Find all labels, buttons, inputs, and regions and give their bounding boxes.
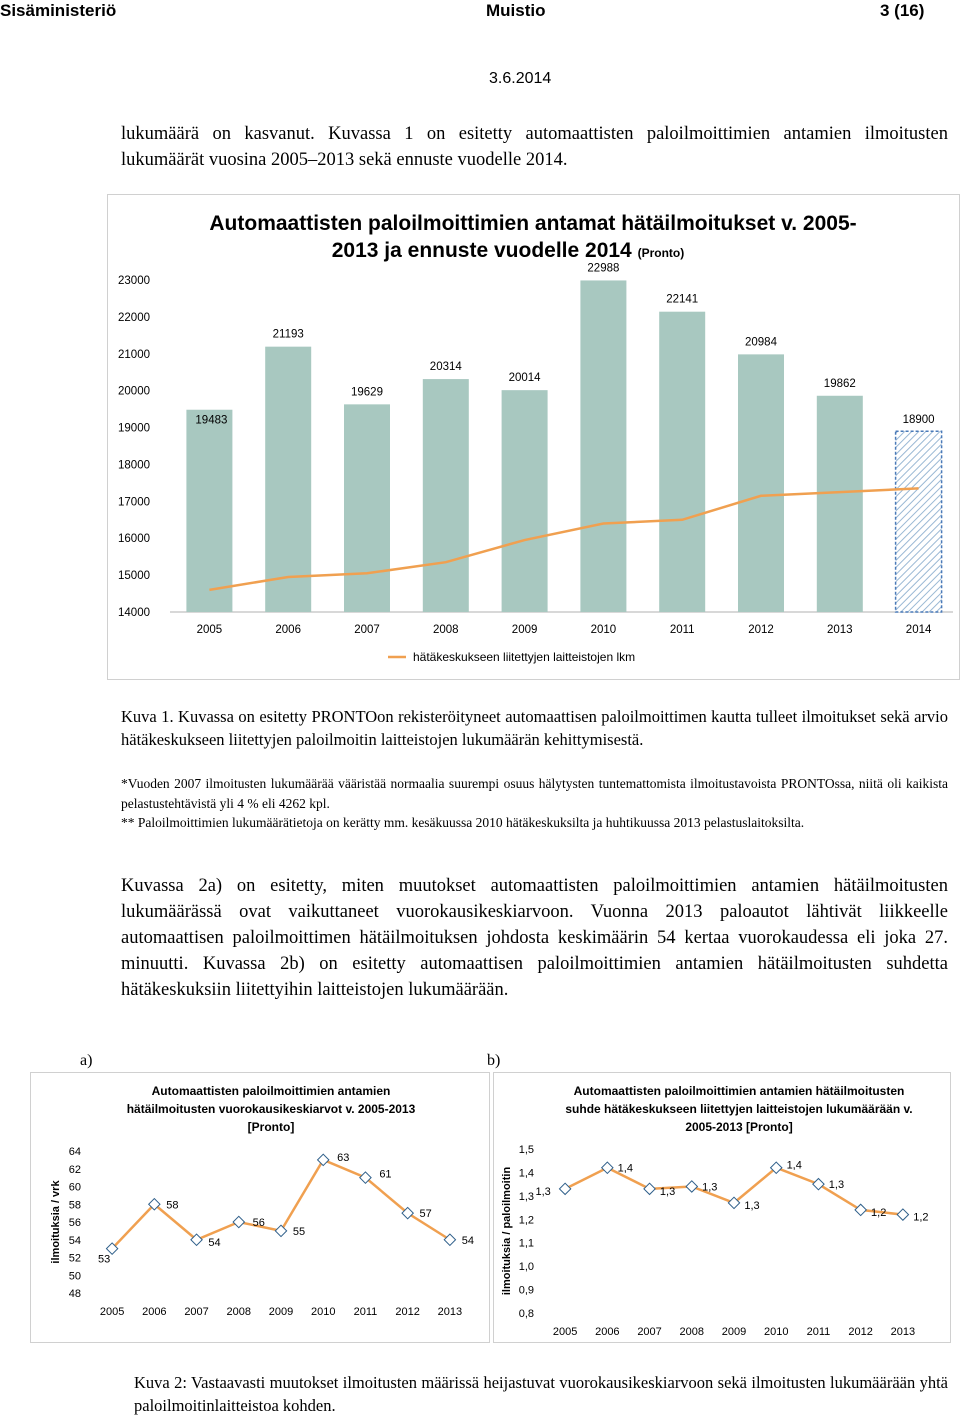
x-tick-label: 2006 (142, 1306, 167, 1318)
data-point-marker (275, 1225, 286, 1236)
data-point-marker (602, 1162, 613, 1173)
y-tick-label: 20000 (118, 385, 150, 398)
data-value-label: 55 (292, 1225, 306, 1238)
data-value-label: 61 (379, 1168, 392, 1181)
figure-2b-frame (493, 1072, 951, 1343)
x-tick-label: 2012 (395, 1306, 420, 1318)
y-tick-label: 16000 (118, 533, 150, 546)
x-tick-label: 2011 (669, 624, 695, 636)
x-tick-label: 2008 (679, 1326, 705, 1338)
x-tick-label: 2005 (99, 1306, 125, 1318)
figure-1-note-1: *Vuoden 2007 ilmoitusten lukumäärää vääristää normaalia suurempi osuus hälytysten tuntemattomista ilmoitustavoista PRONTOssa, niitä oli kaikista pelastustehtävistä yli 4 % eli 4262 kpl. (121, 776, 948, 811)
data-point-marker (897, 1209, 908, 1220)
data-value-label: 1,2 (871, 1206, 887, 1219)
y-tick-label: 52 (68, 1252, 81, 1265)
x-tick-label: 2013 (890, 1326, 916, 1338)
y-tick-label: 15000 (118, 570, 150, 583)
bar (265, 347, 311, 612)
chart-title-suffix: (Pronto) (637, 246, 685, 260)
data-value-label: 1,3 (744, 1199, 760, 1212)
figure-1-frame (107, 194, 960, 680)
x-tick-label: 2007 (354, 624, 380, 636)
y-tick-label: 50 (68, 1270, 81, 1283)
data-value-label: 1,4 (617, 1162, 633, 1175)
doc-type: Muistio (486, 1, 546, 20)
bar-value-label: 21193 (272, 328, 304, 341)
y-tick-label: 0,8 (518, 1308, 534, 1320)
y-tick-label: 19000 (118, 422, 150, 435)
bar (580, 280, 626, 612)
y-tick-label: 18000 (118, 459, 150, 472)
y-tick-label: 23000 (118, 275, 150, 287)
y-tick-label: 54 (68, 1234, 81, 1247)
data-value-label: 58 (166, 1199, 179, 1212)
bar-value-label: 20314 (429, 361, 462, 374)
body-paragraph: Kuvassa 2a) on esitetty, miten muutokset automaattisten paloilmoittimien antamien hätäilmoitusten lukumäärässä ovat vaikuttaneet vuorokausikeskiarvoon. Vuonna 2013 paloautot lähtivät liikkeelle automaattisen paloilmoittimen hätäilmoituksen johdosta keskimäärin 54 kertaa vuorokaudessa eli joka 27. minuutti. Kuvassa 2b) on esitetty automaattisen paloilmoittimien antamien hätäilmoitusten suhdetta hätäkeskuksiin liitettyihin laitteistojen lukumäärään. (121, 876, 948, 1000)
x-tick-label: 2012 (848, 1326, 873, 1338)
data-point-marker (559, 1183, 570, 1194)
y-tick-label: 62 (68, 1163, 81, 1176)
bar-value-label: 20984 (745, 336, 777, 349)
chart-title-line-3: 2005-2013 [Pronto] (685, 1120, 793, 1134)
data-value-label: 1,3 (535, 1185, 551, 1198)
figure-2b-label: b) (487, 1052, 501, 1069)
x-tick-label: 2013 (827, 624, 853, 636)
data-point-marker (644, 1183, 655, 1194)
data-point-marker (686, 1181, 697, 1192)
y-tick-label: 56 (68, 1217, 81, 1229)
y-tick-label: 64 (68, 1146, 81, 1158)
y-tick-label: 1,1 (518, 1237, 534, 1250)
x-tick-label: 2006 (275, 624, 301, 636)
bar (186, 410, 232, 612)
x-tick-label: 2007 (637, 1326, 662, 1338)
legend-label: hätäkeskukseen liitettyjen laitteistojen lkm (413, 650, 636, 664)
y-tick-label: 1,3 (518, 1190, 534, 1203)
data-value-label: 1,3 (659, 1185, 676, 1198)
data-value-label: 54 (461, 1234, 475, 1247)
x-tick-label: 2009 (721, 1326, 747, 1338)
y-axis-label: ilmoituksia / paloilmoitin (501, 1166, 513, 1296)
bar-value-label: 19483 (195, 414, 228, 427)
data-point-marker (318, 1154, 329, 1165)
x-tick-label: 2014 (905, 624, 932, 636)
x-tick-label: 2008 (226, 1306, 252, 1318)
page-header (0, 0, 960, 26)
y-tick-label: 58 (68, 1199, 81, 1212)
doc-date: 3.6.2014 (489, 70, 552, 87)
y-tick-label: 0,9 (518, 1284, 534, 1297)
data-point-marker (813, 1178, 824, 1189)
data-value-label: 57 (419, 1208, 432, 1221)
figure-2-caption: Kuva 2: Vastaavasti muutokset ilmoitusten määrissä heijastuvat vuorokausikeskiarvoon sekä ilmoitusten lukumäärään yhtä paloilmoitinlaitteistoa kohden. (134, 1373, 948, 1415)
data-value-label: 1,4 (786, 1159, 802, 1172)
data-value-label: 1,3 (828, 1179, 845, 1192)
page-number: 3 (16) (880, 1, 925, 20)
figure-1-note-2: ** Paloilmoittimien lukumäärätietoja on kerätty mm. kesäkuussa 2010 hätäkeskuksilta ja huhtikuussa 2013 pelastuslaitoksilta. (121, 815, 805, 830)
x-tick-label: 2011 (806, 1326, 831, 1338)
figure-1-caption: Kuva 1. Kuvassa on esitetty PRONTOon rekisteröityneet automaattisen paloilmoittimen kautta tulleet ilmoitukset sekä arvio hätäkeskukseen liitettyjen paloilmoitin laitteistojen lukumäärän kehittymisestä. (121, 707, 948, 749)
chart-title-line-1: Automaattisten paloilmoittimien antamat hätäilmoitukset v. 2005- (209, 212, 857, 235)
intro-paragraph: lukumäärä on kasvanut. Kuvassa 1 on esitetty automaattisten paloilmoittimien antamien ilmoitusten lukumäärät vuosina 2005–2013 sekä ennuste vuodelle 2014. (121, 124, 948, 170)
bar (659, 312, 705, 612)
data-value-label: 54 (208, 1236, 221, 1249)
chart-title-line-1: Automaattisten paloilmoittimien antamien (151, 1084, 391, 1098)
x-tick-label: 2005 (196, 624, 223, 636)
chart-title-line-3: [Pronto] (247, 1120, 295, 1134)
data-value-label: 53 (97, 1253, 111, 1266)
bar-value-label: 22988 (587, 262, 620, 275)
x-tick-label: 2011 (353, 1306, 378, 1318)
x-tick-label: 2012 (748, 624, 774, 636)
x-tick-label: 2008 (433, 624, 459, 636)
x-tick-label: 2006 (595, 1326, 620, 1338)
chart-title-line-2: suhde hätäkeskukseen liitettyjen laitteistojen lukumäärään v. (565, 1102, 913, 1116)
y-tick-label: 60 (68, 1181, 81, 1194)
y-tick-label: 17000 (118, 496, 150, 509)
x-tick-label: 2010 (310, 1306, 336, 1318)
chart-title-line-2: hätäilmoitusten vuorokausikeskiarvot v. 2005-2013 (126, 1102, 416, 1116)
figure-2a-label: a) (80, 1052, 93, 1069)
y-tick-label: 14000 (118, 607, 150, 619)
series-line (209, 488, 918, 589)
data-value-label: 1,3 (702, 1181, 718, 1194)
data-value-label: 63 (337, 1151, 350, 1164)
bar-value-label: 20014 (508, 372, 541, 385)
x-tick-label: 2009 (268, 1306, 294, 1318)
bar (817, 396, 863, 612)
y-tick-label: 1,4 (518, 1167, 534, 1180)
x-tick-label: 2009 (511, 624, 538, 636)
y-tick-label: 21000 (118, 348, 150, 361)
y-axis-label: ilmoituksia / vrk (50, 1180, 62, 1264)
bar-value-label: 19862 (823, 377, 856, 390)
data-point-marker (233, 1216, 244, 1227)
figure-1-bar-chart (108, 195, 959, 679)
y-tick-label: 1,0 (518, 1261, 534, 1274)
y-tick-label: 22000 (118, 311, 150, 324)
x-tick-label: 2007 (184, 1306, 209, 1318)
x-tick-label: 2010 (590, 624, 617, 636)
chart-title-line-1: Automaattisten paloilmoittimien antamien hätäilmoitusten (573, 1084, 905, 1098)
figure-2a-line-chart (31, 1073, 489, 1342)
chart-title-line-2: 2013 ja ennuste vuodelle 2014 (Pronto) (331, 239, 685, 262)
x-tick-label: 2010 (763, 1326, 789, 1338)
org-name: Sisäministeriö (0, 1, 117, 20)
bar-value-label: 22141 (666, 293, 699, 306)
bar (423, 379, 469, 612)
data-value-label: 56 (252, 1217, 265, 1229)
data-value-label: 1,2 (913, 1211, 929, 1224)
bar-forecast (896, 431, 942, 612)
bar (502, 390, 548, 612)
data-point-marker (855, 1204, 866, 1215)
y-tick-label: 1,5 (518, 1144, 534, 1156)
figure-2a-frame (30, 1072, 490, 1343)
figure-2b-line-chart (494, 1073, 950, 1342)
y-tick-label: 48 (68, 1288, 81, 1300)
bar (344, 404, 390, 612)
x-tick-label: 2005 (552, 1326, 578, 1338)
x-tick-label: 2013 (437, 1306, 463, 1318)
bar-value-label: 19629 (351, 386, 383, 399)
bar-value-label: 18900 (902, 414, 935, 427)
y-tick-label: 1,2 (518, 1214, 534, 1227)
bar (738, 354, 784, 612)
